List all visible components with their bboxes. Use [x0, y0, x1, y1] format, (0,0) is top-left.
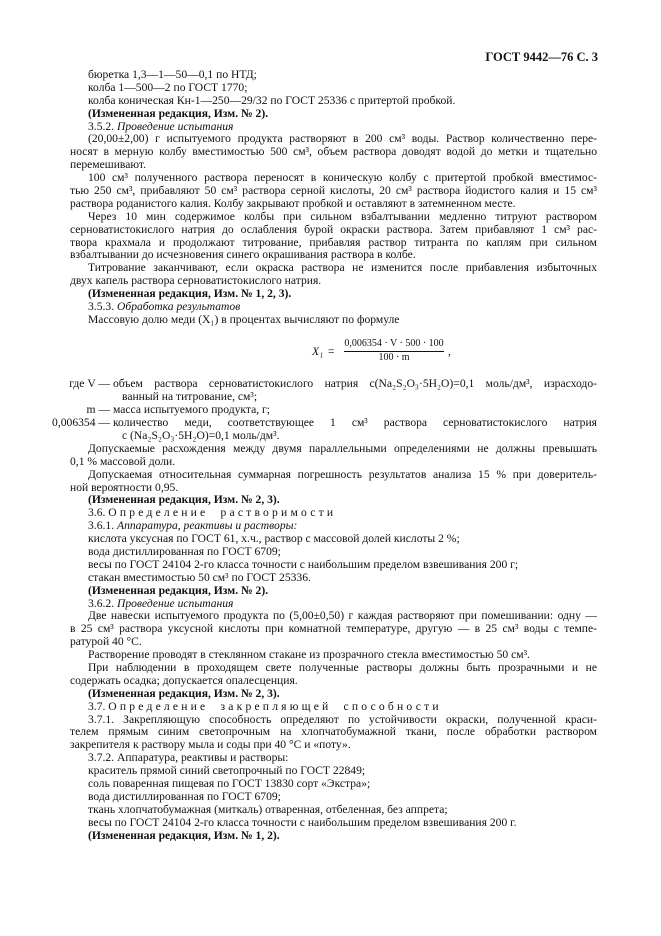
where-text: количество меди, соответствующее 1 см³ раствора серноватистокислого натрия: [113, 417, 597, 430]
text-line: Допускаемые расхождения между двумя параллельными определениями не должны превышать: [88, 442, 597, 455]
where-text: ванный на титрование, см³;: [122, 390, 258, 404]
text-line: ной вероятности 0,95.: [70, 480, 179, 494]
text-line: стакан вместимостью 50 см³ по ГОСТ 25336.: [88, 570, 311, 584]
text-line: колба коническая Кн-1—250—29/32 по ГОСТ 25336 с притертой пробкой.: [88, 93, 456, 107]
section-title: Проведение испытания: [117, 119, 234, 133]
text-line: Титрование заканчивают, если окраска раствора не изменится после прибавления избыточных: [88, 262, 597, 275]
amendment-note: (Измененная редакция, Изм. № 1, 2).: [88, 828, 280, 842]
text-line: серноватистокислого натрия до ослабления бурой окраски раствора. Затем прибавляют 1 см³ рас-: [70, 223, 597, 236]
text-line: раствора роданистого калия. Колбу закрывают пробкой и оставляют в затемненном месте.: [70, 196, 516, 210]
section-number: 3.7.: [88, 699, 106, 713]
formula-lhs: X₁: [312, 344, 324, 358]
text-line: вода дистиллированная по ГОСТ 6709;: [88, 789, 281, 803]
text-line: бюретка 1,3—1—50—0,1 по НТД;: [88, 68, 257, 81]
text-line: в 25 см³ раствора уксусной кислоты при комнатной температуре, другую — в 25 см³ воды с темпе-: [70, 623, 597, 636]
text-line: 100 см³ полученного раствора переносят в коническую колбу с притертой пробкой вместимос-: [88, 172, 597, 185]
section-title: Определение закрепляющей способности: [108, 699, 442, 713]
section-number: 3.6.2.: [88, 596, 115, 610]
section-heading: [70, 301, 597, 314]
amendment-note: (Измененная редакция, Изм. № 2, 3).: [88, 686, 280, 700]
text-line: Через 10 мин содержимое колбы при сильном взбалтывании медленно титруют раствором: [88, 210, 597, 223]
text-line: Растворение проводят в стеклянном стакане из прозрачного стекла вместимостью 50 см³.: [88, 648, 530, 662]
section-title: Обработка результатов: [117, 300, 241, 314]
where-item: [70, 404, 597, 417]
formula-fraction: [344, 338, 444, 364]
page-header: ГОСТ 9442—76 С. 3: [485, 50, 598, 64]
where-label: где V —: [69, 377, 110, 391]
text-line: содержать осадка; допускается опалесценция.: [70, 673, 298, 687]
section-number: 3.5.3.: [88, 300, 115, 314]
where-item-continued: [70, 430, 597, 443]
text-line: Массовую долю меди (X₁) в процентах вычисляют по формуле: [88, 312, 400, 326]
text-line: ткань хлопчатобумажная (миткаль) отваренная, отбеленная, без аппрета;: [88, 802, 448, 816]
text-line: краситель прямой синий светопрочный по ГОСТ 22849;: [88, 764, 366, 778]
text-line: (20,00±2,00) г испытуемого продукта растворяют в 200 см³ воды. Раствор количественно пере-: [88, 133, 597, 146]
amendment-note: (Измененная редакция, Изм. № 2).: [88, 583, 269, 597]
text-line: двух капель раствора серноватистокислого натрия.: [70, 274, 322, 288]
formula-equals: =: [328, 344, 335, 358]
text-line: 3.7.2. Аппаратура, реактивы и растворы:: [88, 751, 289, 765]
formula-numerator: 0,006354 · V · 500 · 100: [344, 338, 444, 352]
text-line: твора крахмала и продолжают титрование, прибавляя раствор титранта по каплям при сильном: [70, 236, 597, 249]
text-line: Допускаемая относительная суммарная погрешность результатов анализа 15 % при доверитель-: [88, 468, 597, 481]
text-line: закрепителя к раствору мыла и соды при 40 °С и «поту».: [70, 738, 351, 752]
section-number: 3.6.1.: [88, 519, 115, 533]
text-line: перемешивают.: [70, 158, 146, 172]
where-label: m —: [86, 403, 110, 417]
text-line: кислота уксусная по ГОСТ 61, х.ч., раствор с массовой долей кислоты 2 %;: [88, 532, 460, 546]
text-line: вода дистиллированная по ГОСТ 6709;: [88, 544, 281, 558]
text-line: взбалтывании до исчезновения синего окрашивания раствора в колбе.: [70, 248, 416, 262]
section-title: Проведение испытания: [117, 596, 234, 610]
section-heading: [70, 121, 597, 134]
section-title: Определение растворимости: [108, 506, 337, 520]
text-line: колба 1—500—2 по ГОСТ 1770;: [88, 80, 248, 94]
text-line: Две навески испытуемого продукта по (5,00±0,50) г каждая растворяют при помешивании: одну —: [88, 610, 597, 623]
text-line: весы по ГОСТ 24104 2-го класса точности с наибольшим пределом взвешивания 200 г.: [88, 815, 517, 829]
subsection-heading: [70, 598, 597, 611]
document-body: [52, 68, 597, 842]
amendment-note: (Измененная редакция, Изм. № 2, 3).: [88, 493, 280, 507]
section-heading: [70, 701, 597, 714]
text-line: носят в мерную колбу вместимостью 500 см³, объем раствора доводят водой до метки и тщательно: [70, 146, 597, 159]
formula: [70, 327, 597, 379]
section-number: 3.5.2.: [88, 119, 115, 133]
formula-tail: ,: [448, 344, 451, 358]
text-line: весы по ГОСТ 24104 2-го класса точности с наибольшим пределом взвешивания 200 г;: [88, 557, 519, 571]
where-label: 0,006354 —: [52, 416, 110, 430]
amendment-note: (Измененная редакция, Изм. № 1, 2, 3).: [88, 287, 292, 301]
where-text: объем раствора серноватистокислого натрия c(Na₂S₂O₃·5H₂O)=0,1 моль/дм³, израсходо-: [113, 378, 597, 391]
text-line: тью 250 см³, прибавляют 50 см³ раствора серной кислоты, 20 см³ раствора йодистого калия и 15 см³: [70, 185, 597, 198]
text-line: 3.7.1. Закрепляющую способность определяют по устойчивости окраски, полученной краси-: [88, 713, 597, 726]
text-line: телем прямым синим светопрочным на хлопчатобумажной ткани, после обработки раствором: [70, 726, 597, 739]
where-text: c (Na₂S₂O₃·5H₂O)=0,1 моль/дм³.: [122, 428, 280, 442]
text-line: При наблюдении в проходящем свете полученные растворы должны быть прозрачными и не: [88, 662, 597, 674]
text-line: 0,1 % массовой доли.: [70, 454, 176, 468]
formula-denominator: 100 · m: [378, 351, 410, 363]
text-line: ратурой 40 °С.: [70, 635, 142, 649]
amendment-note: (Измененная редакция, Изм. № 2).: [88, 106, 269, 120]
text-line: соль поваренная пищевая по ГОСТ 13830 сорт «Экстра»;: [88, 777, 371, 791]
section-title: Аппаратура, реактивы и растворы:: [117, 519, 298, 533]
where-text: масса испытуемого продукта, г;: [113, 403, 270, 417]
section-number: 3.6.: [88, 506, 106, 520]
